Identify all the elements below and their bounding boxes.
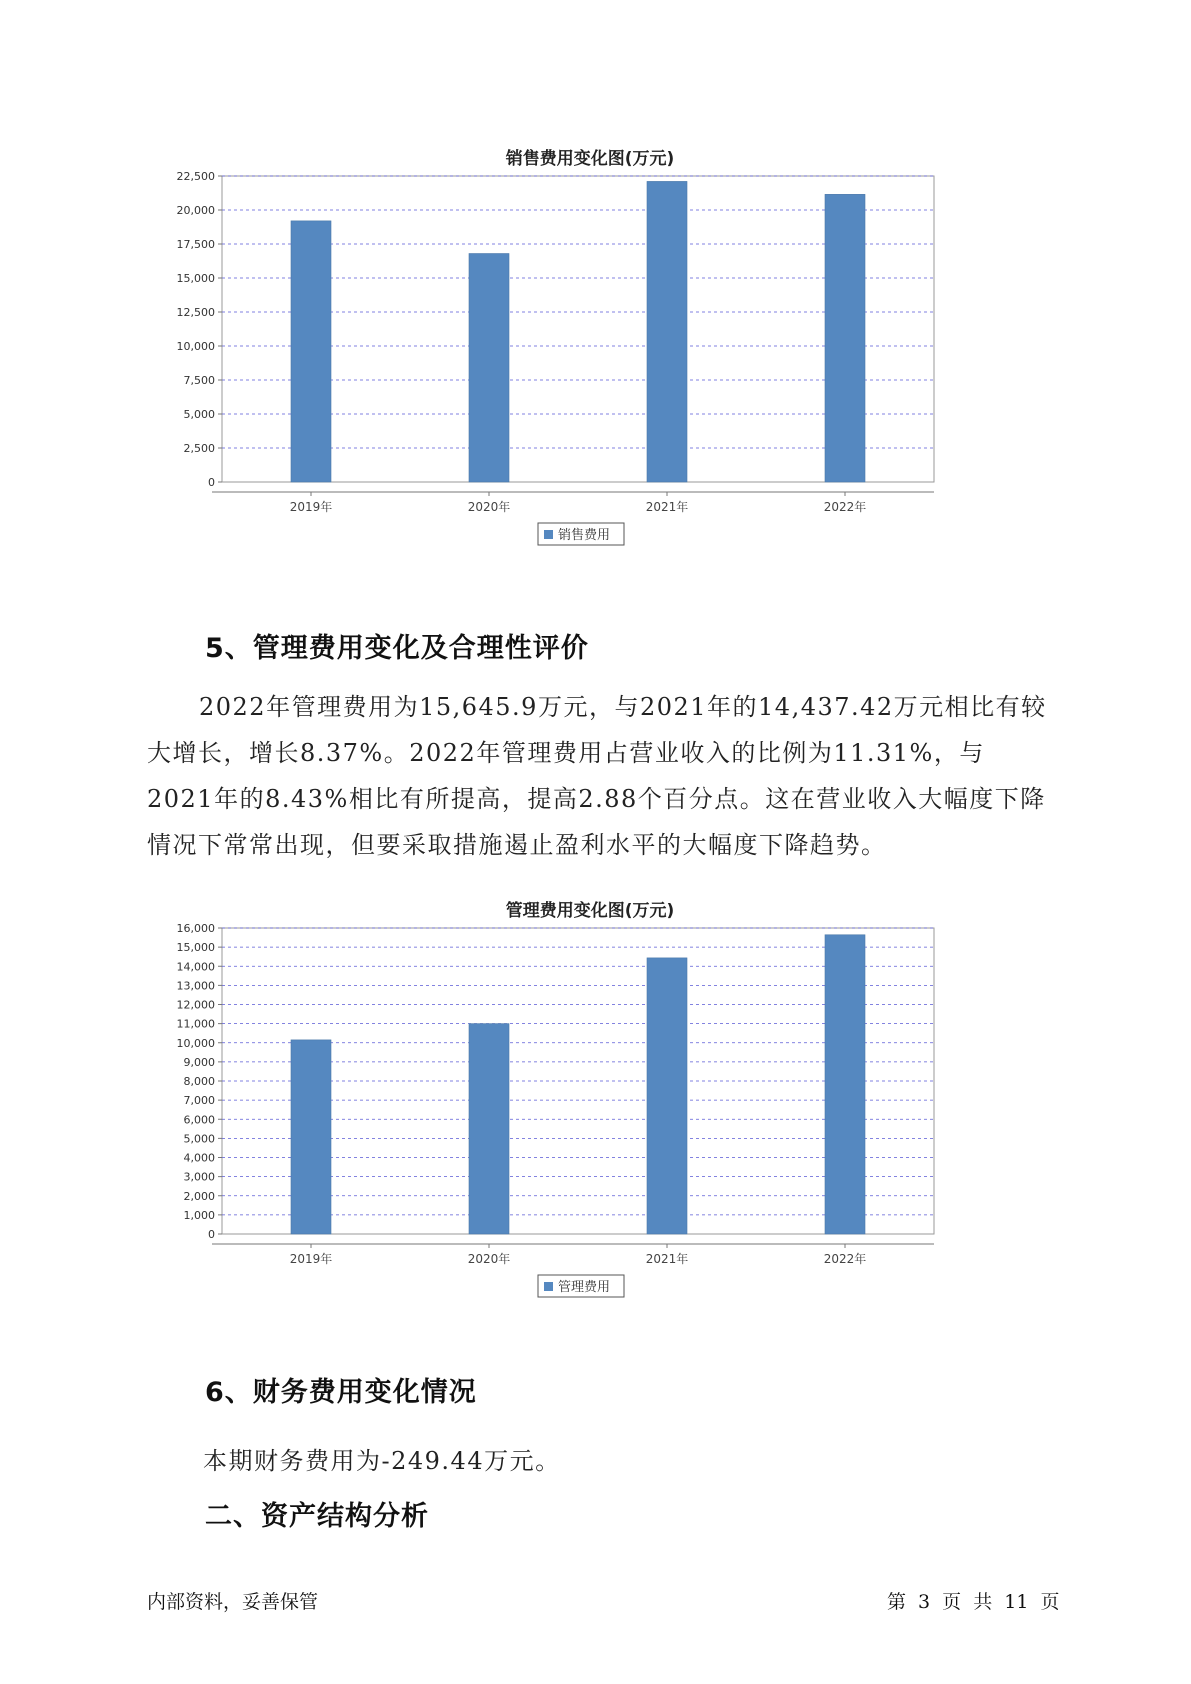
section-5-paragraph: 2022年管理费用为15,645.9万元，与2021年的14,437.42万元相比有较大增长，增长8.37%。2022年管理费用占营业收入的比例为11.31%，与2021年的8.43%相比有所提高，提高2.88个百分点。这在营业收入大幅度下降情况下常常出现，但要采取措施遏止盈利水平的大幅度下降趋势。 bbox=[147, 693, 1047, 859]
section-6-paragraph: 本期财务费用为-249.44万元。 bbox=[203, 1447, 561, 1475]
y-tick-label: 4,000 bbox=[183, 1151, 215, 1165]
bar bbox=[825, 935, 865, 1234]
y-tick-label: 17,500 bbox=[176, 238, 215, 251]
chart-title: 销售费用变化图(万元) bbox=[505, 149, 675, 169]
footer-page-number: 第 3 页 共 11 页 bbox=[887, 1591, 1060, 1613]
y-tick-label: 0 bbox=[208, 1228, 215, 1241]
y-tick-label: 5,000 bbox=[183, 1132, 215, 1146]
y-tick-label: 13,000 bbox=[176, 979, 215, 993]
bar bbox=[647, 958, 687, 1234]
y-tick-label: 11,000 bbox=[176, 1017, 215, 1031]
y-tick-label: 8,000 bbox=[183, 1075, 215, 1088]
legend-label: 管理费用 bbox=[558, 1280, 611, 1295]
x-tick-label: 2020年 bbox=[467, 500, 511, 514]
section-6-heading: 6、财务费用变化情况 bbox=[205, 1377, 477, 1408]
admin-expense-chart bbox=[150, 892, 1030, 1312]
bar bbox=[469, 254, 509, 482]
y-tick-label: 9,000 bbox=[183, 1055, 215, 1069]
bar bbox=[647, 181, 687, 482]
x-tick-label: 2019年 bbox=[289, 500, 333, 514]
y-tick-label: 0 bbox=[208, 476, 215, 489]
y-tick-label: 16,000 bbox=[176, 922, 215, 935]
y-tick-label: 22,500 bbox=[176, 170, 215, 183]
y-tick-label: 12,500 bbox=[176, 306, 215, 319]
bar bbox=[291, 1040, 331, 1234]
y-tick-label: 7,000 bbox=[183, 1094, 215, 1108]
chart-svg bbox=[150, 912, 1030, 1312]
x-tick-label: 2020年 bbox=[467, 1252, 511, 1266]
x-tick-label: 2021年 bbox=[645, 1252, 689, 1266]
legend-label: 销售费用 bbox=[558, 528, 611, 543]
x-tick-label: 2022年 bbox=[823, 1252, 867, 1266]
bar bbox=[469, 1024, 509, 1234]
y-tick-label: 7,500 bbox=[183, 374, 215, 387]
y-tick-label: 15,000 bbox=[176, 941, 215, 955]
x-tick-label: 2019年 bbox=[289, 1252, 333, 1266]
bar bbox=[291, 221, 331, 482]
legend-swatch bbox=[544, 530, 553, 539]
x-tick-label: 2021年 bbox=[645, 500, 689, 514]
chart-svg bbox=[150, 160, 1030, 560]
y-tick-label: 2,000 bbox=[183, 1189, 215, 1203]
y-tick-label: 14,000 bbox=[176, 960, 215, 974]
y-tick-label: 20,000 bbox=[176, 204, 215, 217]
bar bbox=[825, 194, 865, 482]
footer-confidential-note: 内部资料，妥善保管 bbox=[147, 1591, 319, 1613]
y-tick-label: 10,000 bbox=[176, 1036, 215, 1050]
x-tick-label: 2022年 bbox=[823, 500, 867, 514]
y-tick-label: 5,000 bbox=[183, 408, 215, 421]
chart-title: 管理费用变化图(万元) bbox=[505, 901, 675, 921]
y-tick-label: 1,000 bbox=[183, 1208, 215, 1222]
y-tick-label: 6,000 bbox=[183, 1113, 215, 1127]
section-5-heading: 5、管理费用变化及合理性评价 bbox=[205, 633, 589, 664]
section-asset-structure-heading: 二、资产结构分析 bbox=[205, 1501, 429, 1532]
y-tick-label: 10,000 bbox=[176, 340, 215, 353]
y-tick-label: 3,000 bbox=[183, 1170, 215, 1184]
y-tick-label: 2,500 bbox=[183, 442, 215, 455]
legend-swatch bbox=[544, 1282, 553, 1291]
y-tick-label: 12,000 bbox=[176, 998, 215, 1012]
sales-expense-chart bbox=[150, 140, 1030, 560]
y-tick-label: 15,000 bbox=[176, 272, 215, 285]
